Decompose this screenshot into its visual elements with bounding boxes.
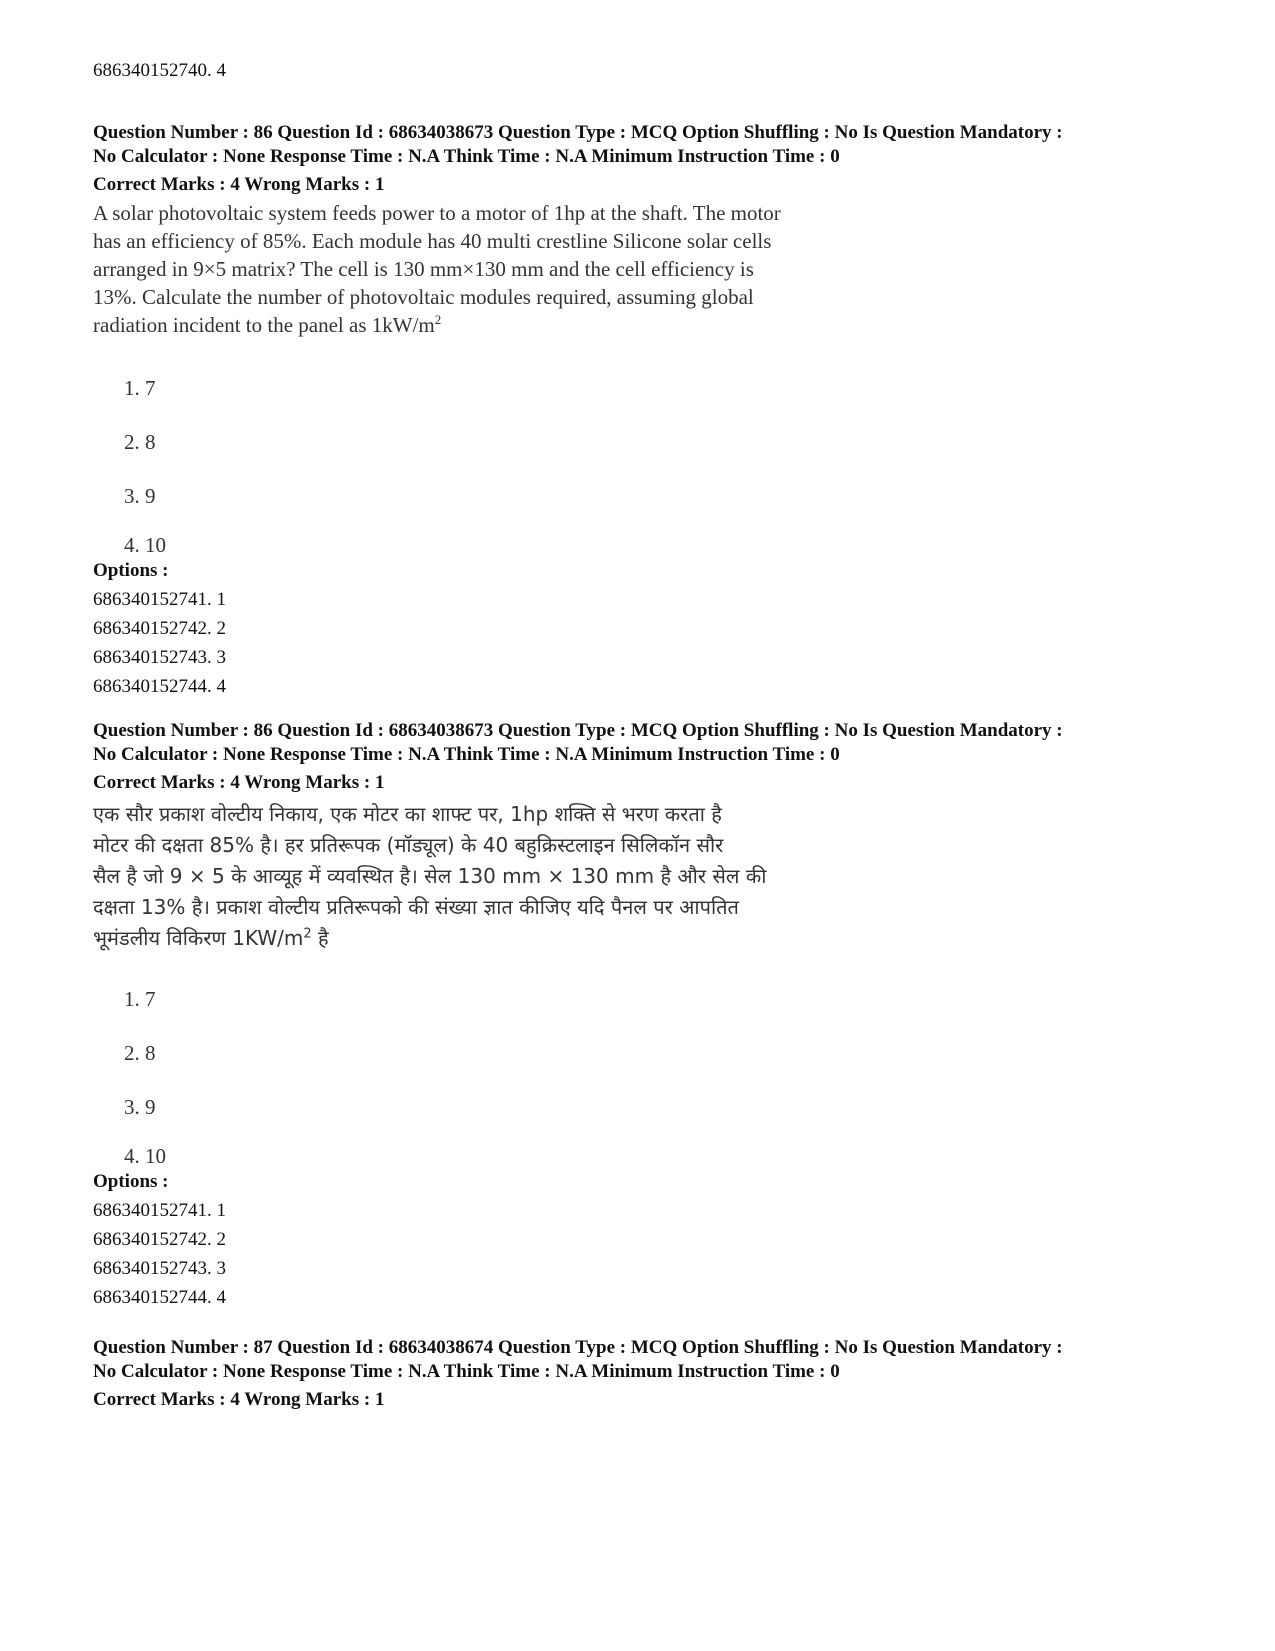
superscript: 2 — [303, 926, 312, 942]
question-marks: Correct Marks : 4 Wrong Marks : 1 — [93, 772, 385, 793]
question-block-86-hi — [93, 719, 1063, 1312]
option-line: 686340152744. 4 — [93, 676, 226, 697]
choice-item: 1. 7 — [124, 376, 156, 400]
choice-item: 1. 7 — [124, 987, 156, 1011]
question-text — [93, 199, 913, 339]
option-line: 686340152741. 1 — [93, 589, 226, 610]
choice-list — [93, 972, 1063, 1168]
choice-item: 2. 8 — [124, 1041, 156, 1065]
question-text-body: A solar photovoltaic system feeds power to a motor of 1hp at the shaft. The motor has an efficiency of 85%. Each module has 40 multi crestline Silicone solar cells arranged in 9×5 matrix? The cell is 130 mm×130 mm and the cell efficiency is 13%. Calculate the number of photovoltaic modules required, assuming global radiation incident to the panel as 1kW/m — [93, 201, 781, 337]
option-line: 686340152740. 4 — [93, 60, 226, 81]
question-meta-line-2: No Calculator : None Response Time : N.A Think Time : N.A Minimum Instruction Time : 0 — [93, 1361, 840, 1382]
option-line: 686340152741. 1 — [93, 1200, 226, 1221]
choice-item: 4. 10 — [124, 1144, 166, 1168]
question-text — [93, 799, 913, 954]
question-meta-line-2: No Calculator : None Response Time : N.A Think Time : N.A Minimum Instruction Time : 0 — [93, 146, 840, 167]
choice-list — [93, 361, 1063, 557]
question-meta-line-1: Question Number : 87 Question Id : 68634038674 Question Type : MCQ Option Shuffling : No Is Question Mandatory : — [93, 1337, 1063, 1358]
option-line: 686340152743. 3 — [93, 647, 226, 668]
choice-item: 2. 8 — [124, 430, 156, 454]
choice-item: 3. 9 — [124, 484, 156, 508]
question-meta-line-1: Question Number : 86 Question Id : 68634038673 Question Type : MCQ Option Shuffling : No Is Question Mandatory : — [93, 720, 1063, 741]
question-text-body: एक सौर प्रकाश वोल्टीय निकाय, एक मोटर का शाफ्ट पर, 1hp शक्ति से भरण करता है मोटर की दक्षता 85% है। हर प्रतिरूपक (मॉड्यूल) के 40 बहुक्रिस्टलाइन सिलिकॉन सौर सैल है जो 9 × 5 के आव्यूह में व्यवस्थित है। सेल 130 mm × 130 mm है और सेल की दक्षता 13% है। प्रकाश वोल्टीय प्रतिरूपको की संख्या ज्ञात कीजिए यदि पैनल पर आपतित भूमंडलीय विकिरण 1KW/m — [93, 802, 767, 950]
choice-item: 4. 10 — [124, 533, 166, 557]
question-text-tail: है — [311, 926, 329, 950]
options-label: Options : — [93, 1171, 169, 1192]
option-line: 686340152742. 2 — [93, 618, 226, 639]
question-marks: Correct Marks : 4 Wrong Marks : 1 — [93, 1389, 385, 1410]
question-meta-line-2: No Calculator : None Response Time : N.A Think Time : N.A Minimum Instruction Time : 0 — [93, 744, 840, 765]
question-marks: Correct Marks : 4 Wrong Marks : 1 — [93, 174, 385, 195]
question-block-86-en — [93, 121, 1063, 701]
option-line: 686340152744. 4 — [93, 1287, 226, 1308]
question-block-87 — [93, 1336, 1063, 1412]
question-meta-line-1: Question Number : 86 Question Id : 68634038673 Question Type : MCQ Option Shuffling : No Is Question Mandatory : — [93, 122, 1063, 143]
option-line: 686340152742. 2 — [93, 1229, 226, 1250]
superscript: 2 — [434, 312, 442, 327]
option-line: 686340152743. 3 — [93, 1258, 226, 1279]
choice-item: 3. 9 — [124, 1095, 156, 1119]
options-label: Options : — [93, 560, 169, 581]
